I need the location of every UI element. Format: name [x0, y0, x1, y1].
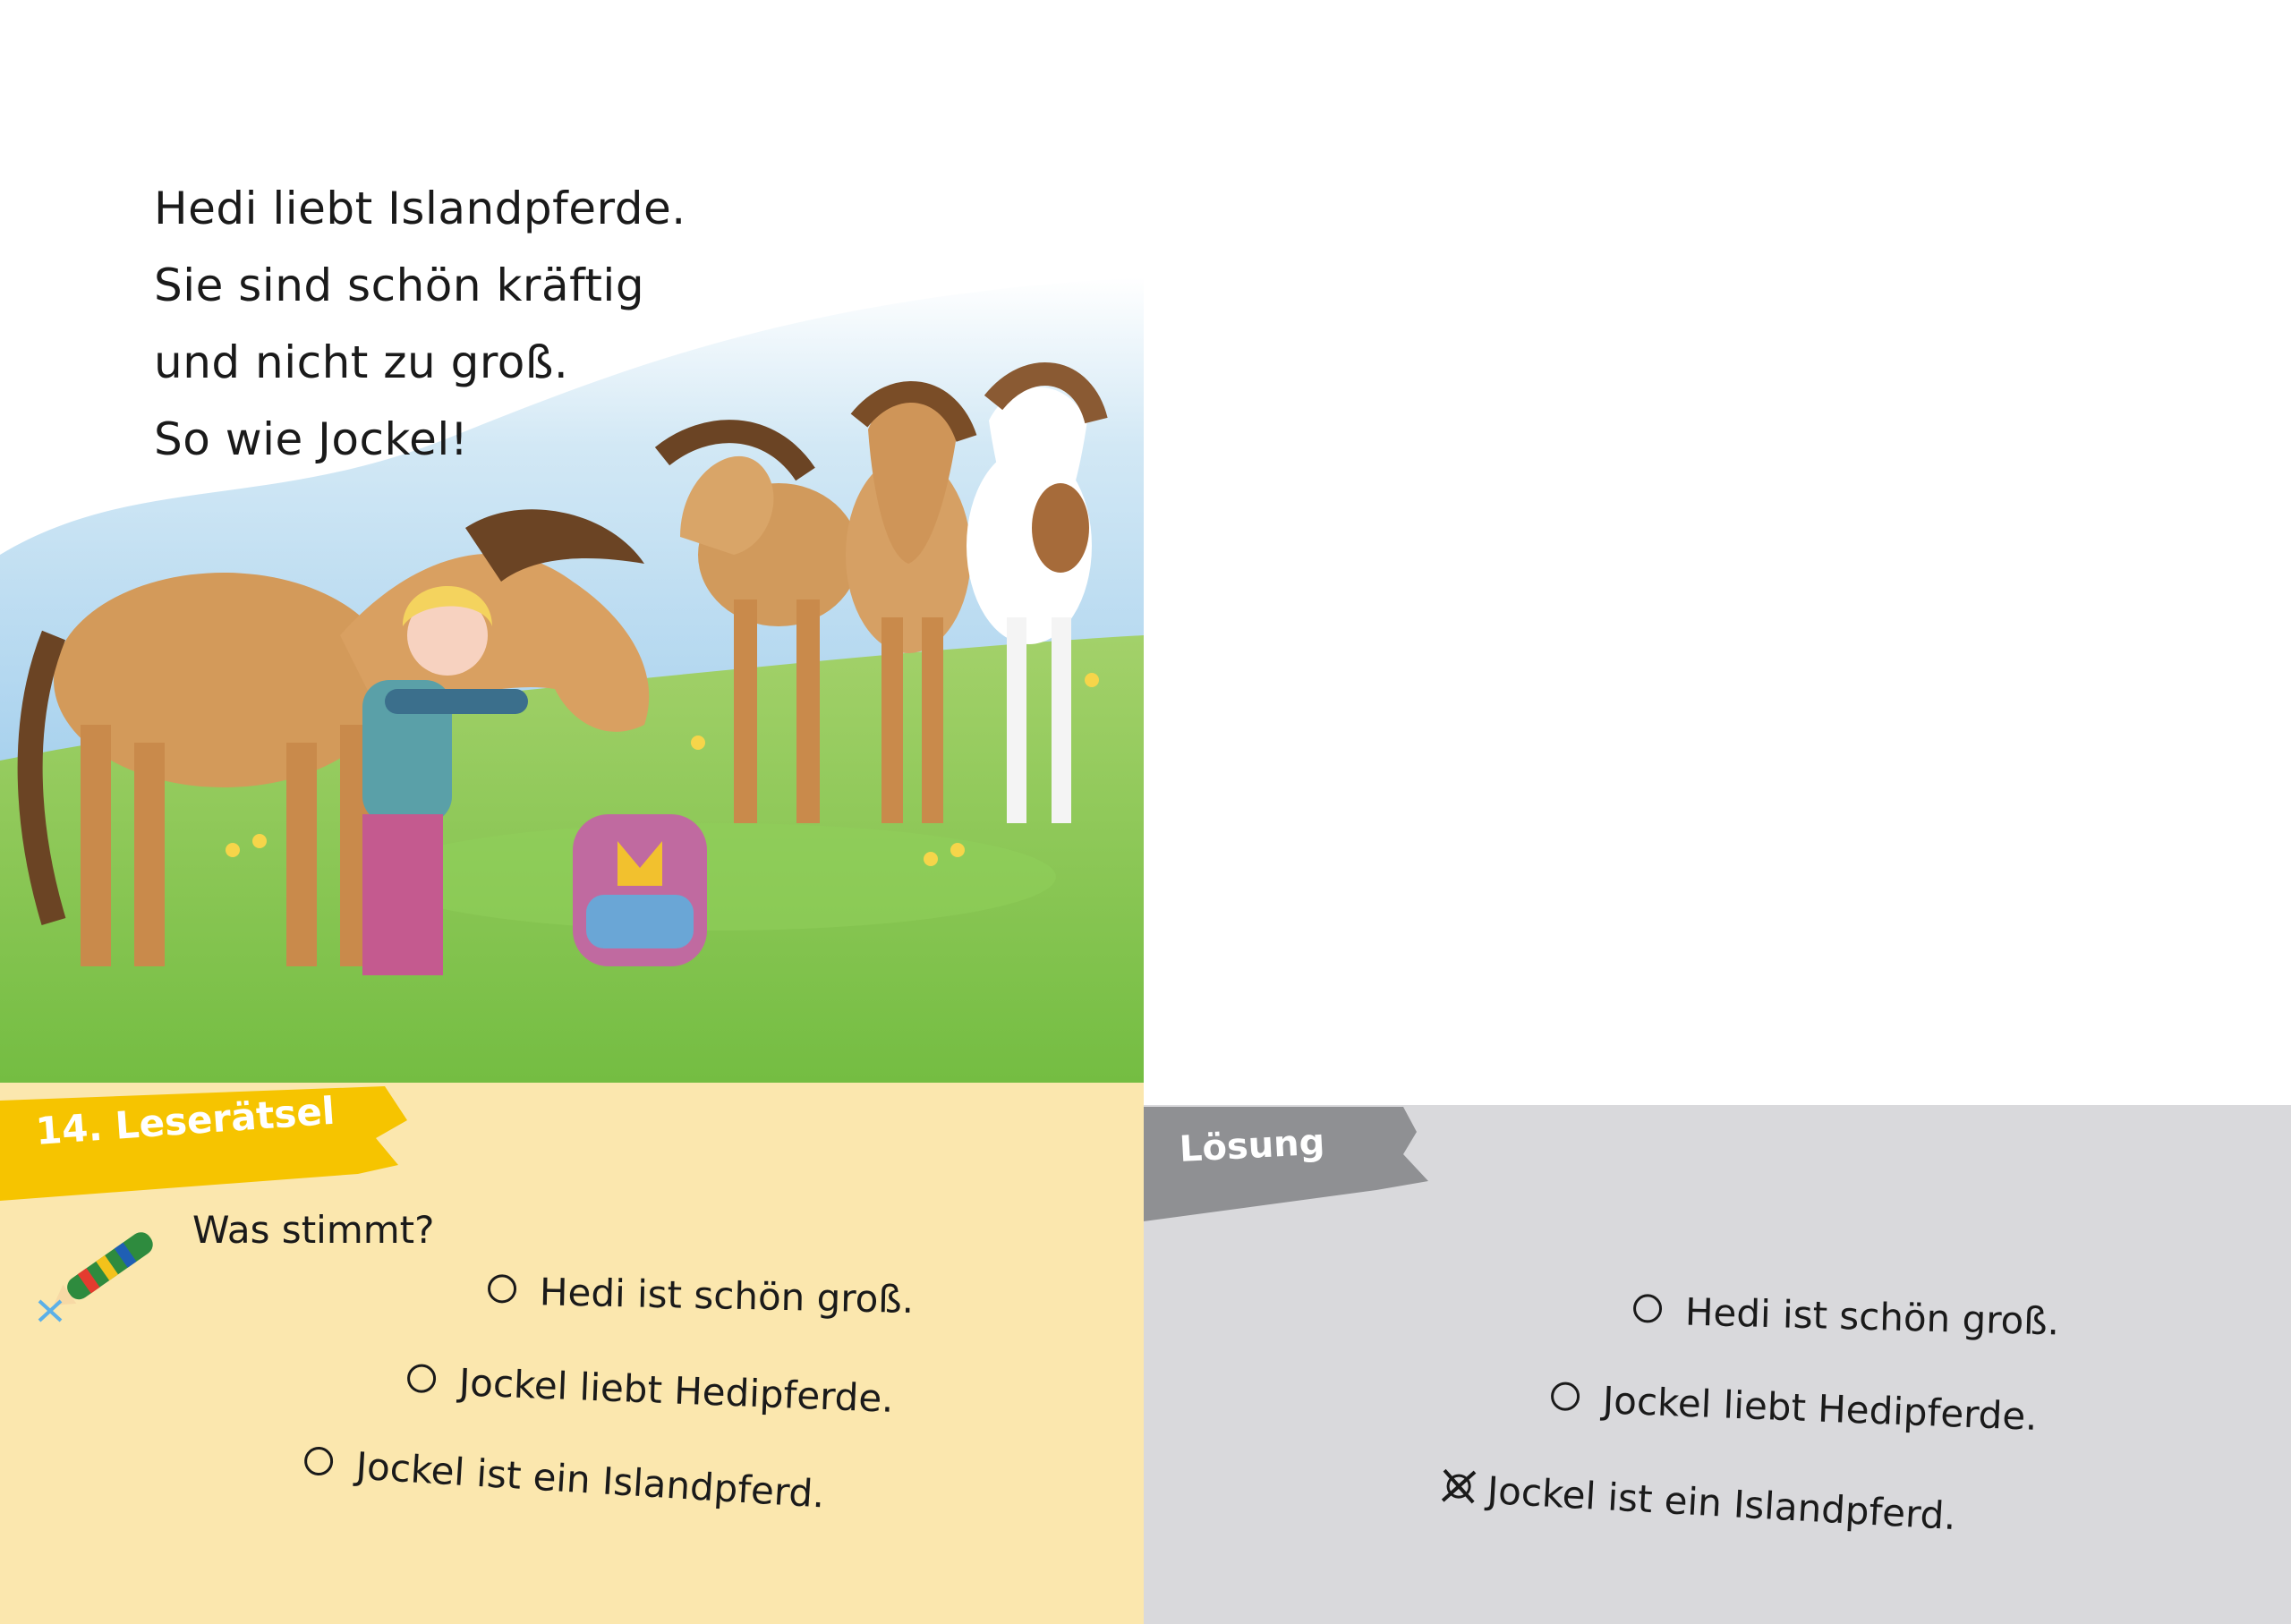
option-label: Hedi ist schön groß.: [1684, 1289, 2060, 1344]
solution-title: Lösung: [1178, 1121, 1326, 1170]
radio-circle: [1551, 1382, 1580, 1411]
option-label: Jockel liebt Hedipferde.: [1602, 1378, 2039, 1439]
option-label: Jockel liebt Hedipferde.: [458, 1360, 895, 1421]
radio-circle[interactable]: [303, 1446, 334, 1476]
option-label: Jockel ist ein Islandpferd.: [354, 1443, 826, 1517]
quiz-title: 14. Leserätsel: [34, 1088, 336, 1153]
checked-cross-icon: [1440, 1467, 1478, 1505]
option-label: Jockel ist ein Islandpferd.: [1486, 1467, 1957, 1539]
radio-circle[interactable]: [407, 1364, 437, 1393]
quiz-question: Was stimmt?: [192, 1208, 435, 1252]
story-text: [154, 170, 686, 478]
story-line: Hedi liebt Islandpferde.: [154, 183, 686, 234]
radio-circle: [1633, 1294, 1663, 1323]
story-line: und nicht zu groß.: [154, 336, 569, 388]
quiz-option-1[interactable]: [487, 1269, 914, 1322]
backpack: [573, 814, 707, 966]
option-label: Hedi ist schön groß.: [539, 1270, 915, 1322]
story-line: So wie Jockel!: [154, 413, 469, 465]
story-line: Sie sind schön kräftig: [154, 259, 645, 311]
radio-circle[interactable]: [488, 1274, 517, 1304]
pencil-icon: [34, 1215, 168, 1322]
